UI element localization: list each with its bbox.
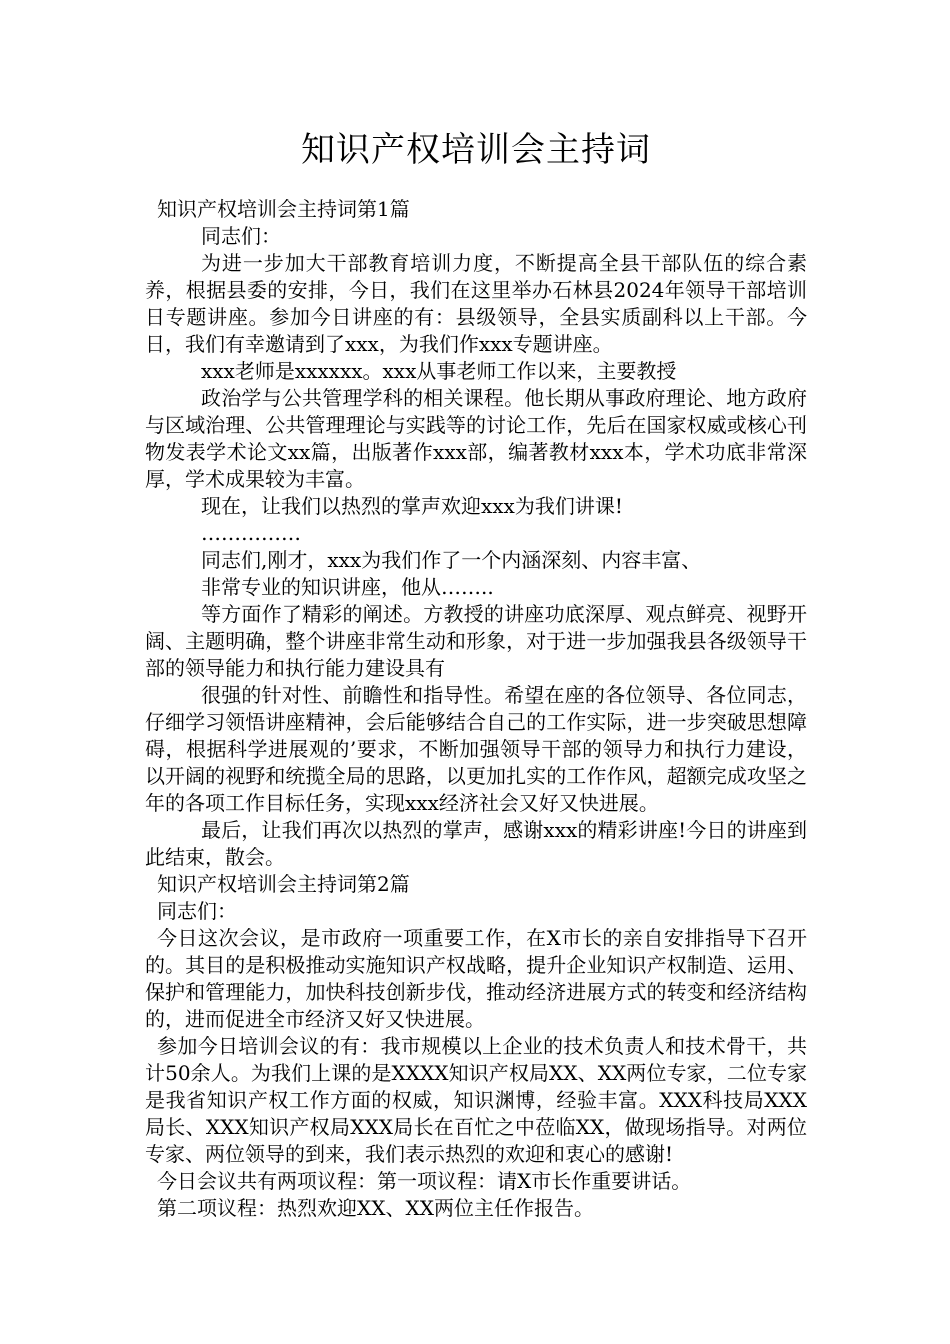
paragraph: 知识产权培训会主持词第1篇 (157, 197, 410, 221)
document-title: 知识产权培训会主持词 (301, 130, 651, 170)
paragraph: 知识产权培训会主持词第2篇 (157, 872, 410, 896)
paragraph: 参加今日培训会议的有：我市规模以上企业的技术负责人和技术骨干，共计50余人。为我们上课的是XXXX知识产权局XX、XX两位专家，二位专家是我省知识产权工作方面的权威，知识渊博，经验丰富。XXX科技局XXX局长、XXX知识产权局XXX局长在百忙之中莅临XX，做现场指导。对两位专家、两位领导的到来，我们表示热烈的欢迎和衷心的感谢! (145, 1034, 807, 1166)
paragraph: 很强的针对性、前瞻性和指导性。希望在座的各位领导、各位同志，仔细学习领悟讲座精神，会后能够结合自己的工作实际，进一步突破思想障碍，根据科学进展观的’要求，不断加强领导干部的领导力和执行力建设，以开阔的视野和统揽全局的思路，以更加扎实的工作作风，超额完成攻坚之年的各项工作目标任务，实现xxx经济社会又好又快进展。 (145, 683, 807, 815)
document-page (145, 128, 807, 1222)
paragraph: xxx老师是xxxxxx。xxx从事老师工作以来，主要教授 (201, 359, 677, 383)
paragraph: 同志们： (157, 899, 237, 923)
paragraph: 同志们： (201, 224, 281, 248)
paragraph: 等方面作了精彩的阐述。方教授的讲座功底深厚、观点鲜亮、视野开阔、主题明确，整个讲座非常生动和形象，对于进一步加强我县各级领导干部的领导能力和执行能力建设具有 (145, 602, 807, 680)
paragraph: 今日会议共有两项议程：第一项议程：请X市长作重要讲话。 (157, 1169, 692, 1193)
paragraph: …………… (201, 521, 301, 545)
paragraph: 第二项议程：热烈欢迎XX、XX两位主任作报告。 (157, 1196, 594, 1220)
paragraph: 非常专业的知识讲座，他从…….. (201, 575, 494, 599)
paragraph: 为进一步加大干部教育培训力度，不断提高全县干部队伍的综合素养，根据县委的安排，今日，我们在这里举办石林县2024年领导干部培训日专题讲座。参加今日讲座的有：县级领导，全县实质副科以上干部。今日，我们有幸邀请到了xxx，为我们作xxx专题讲座。 (145, 251, 807, 356)
paragraph: 现在，让我们以热烈的掌声欢迎xxx为我们讲课! (201, 494, 623, 518)
paragraph: 今日这次会议，是市政府一项重要工作，在X市长的亲自安排指导下召开的。其目的是积极推动实施知识产权战略，提升企业知识产权制造、运用、保护和管理能力，加快科技创新步伐，推动经济进展方式的转变和经济结构的，进而促进全市经济又好又快进展。 (145, 926, 807, 1031)
paragraph: 最后，让我们再次以热烈的掌声，感谢xxx的精彩讲座!今日的讲座到此结束，散会。 (145, 818, 807, 869)
document-body (145, 196, 807, 1222)
paragraph: 政治学与公共管理学科的相关课程。他长期从事政府理论、地方政府与区域治理、公共管理理论与实践等的讨论工作，先后在国家权威或核心刊物发表学术论文xx篇，出版著作xxx部，编著教材xxx本，学术功底非常深厚，学术成果较为丰富。 (145, 386, 807, 491)
paragraph: 同志们,刚才，xxx为我们作了一个内涵深刻、内容丰富、 (201, 548, 702, 572)
